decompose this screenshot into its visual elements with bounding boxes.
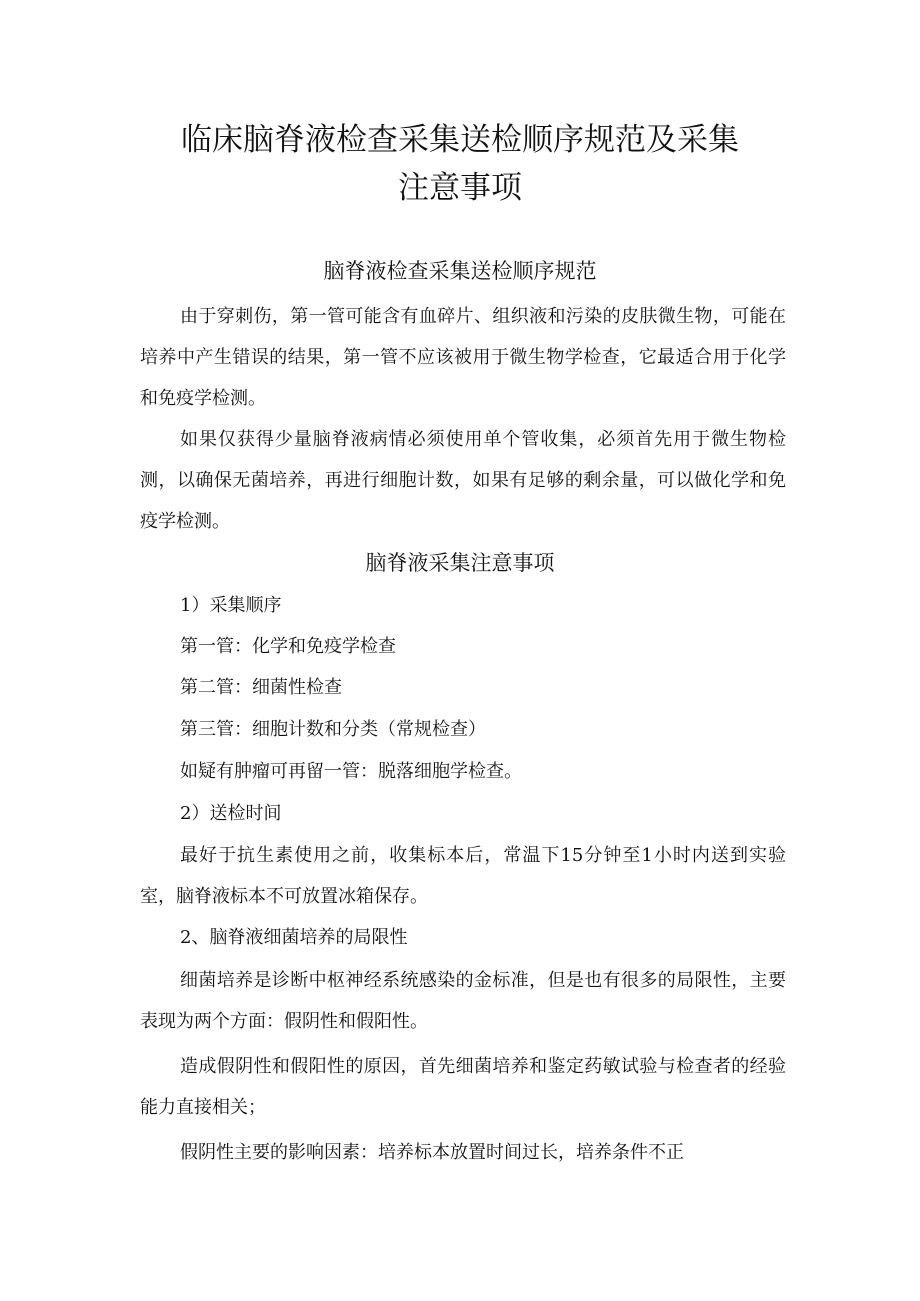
section-heading-order-spec: 脑脊液检查采集送检顺序规范 <box>323 259 597 283</box>
paragraph-first-tube-contamination: 由于穿刺伤，第一管可能含有血碎片、组织液和污染的皮肤微生物，可能在培养中产生错误的结果，第一管不应该被用于微生物学检查，它最适合用于化学和免疫学检测。 <box>140 306 786 409</box>
paragraph-delivery-time: 最好于抗生素使用之前，收集标本后，常温下15分钟至1小时内送到实验室，脑脊液标本不可放置冰箱保存。 <box>140 845 786 907</box>
tumor-extra-tube-line: 如疑有肿瘤可再留一管：脱落细胞学检查。 <box>180 761 522 782</box>
paragraph-single-tube-collection: 如果仅获得少量脑脊液病情必须使用单个管收集，必须首先用于微生物检测，以确保无菌培养，再进行细胞计数，如果有足够的剩余量，可以做化学和免疫学检测。 <box>140 429 786 532</box>
tube-3-line: 第三管：细胞计数和分类（常规检查） <box>180 719 486 740</box>
section-heading-culture-limitations: 2、脑脊液细菌培养的局限性 <box>180 927 408 948</box>
document-title-line-2: 注意事项 <box>398 170 522 206</box>
paragraph-false-result-causes: 造成假阴性和假阳性的原因，首先细菌培养和鉴定药敏试验与检查者的经验能力直接相关； <box>140 1056 786 1118</box>
item-heading-delivery-time: 2）送检时间 <box>180 803 282 824</box>
tube-1-line: 第一管：化学和免疫学检查 <box>180 636 396 657</box>
tube-2-line: 第二管：细菌性检查 <box>180 677 342 698</box>
paragraph-false-negative-factors: 假阴性主要的影响因素：培养标本放置时间过长，培养条件不正 <box>180 1142 684 1163</box>
paragraph-culture-gold-standard: 细菌培养是诊断中枢神经系统感染的金标准，但是也有很多的局限性，主要表现为两个方面：假阴性和假阳性。 <box>140 970 786 1032</box>
item-heading-collection-order: 1）采集顺序 <box>180 595 282 616</box>
section-heading-collection-notes: 脑脊液采集注意事项 <box>365 551 555 575</box>
document-title-line-1: 临床脑脊液检查采集送检顺序规范及采集 <box>181 122 739 158</box>
